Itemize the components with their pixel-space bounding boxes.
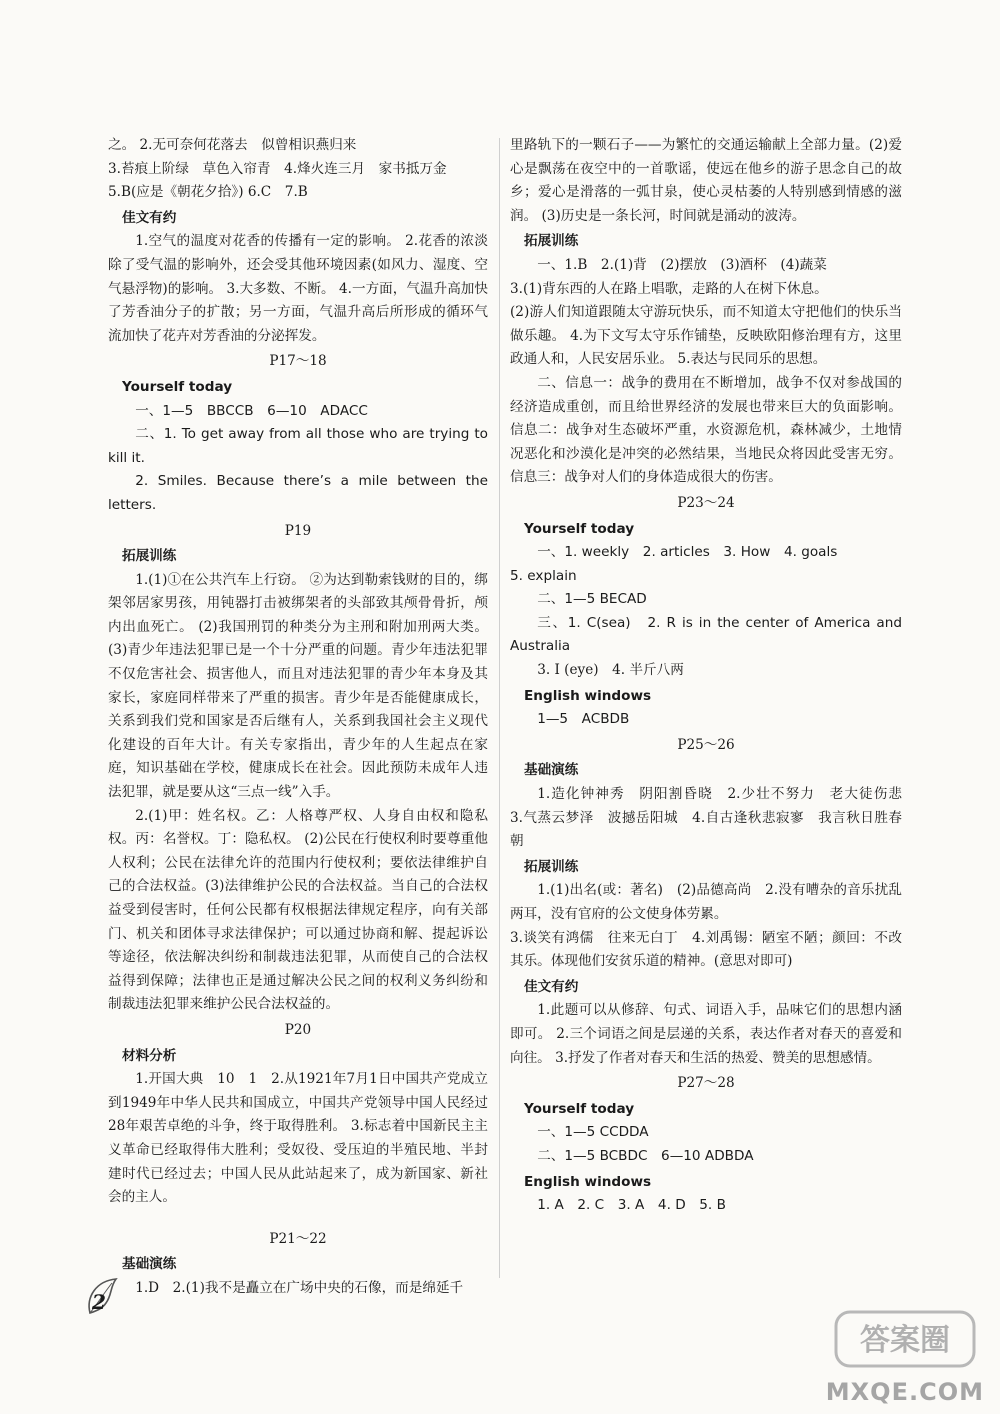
paragraph: 一、1. weekly 2. articles 3. How 4. goals bbox=[537, 544, 838, 561]
right-column bbox=[510, 134, 916, 1218]
section-heading: Yourself today bbox=[524, 520, 635, 537]
section-heading: 拓展训练 bbox=[524, 858, 579, 875]
paragraph: 3. I (eye) 4. 半斤八两 bbox=[537, 662, 684, 679]
paragraph: 1.(1)出名(或：著名) (2)品德高尚 2.没有嘈杂的音乐扰乱两耳，没有官府的公文使身体劳累。 bbox=[510, 882, 902, 922]
watermark bbox=[826, 1304, 984, 1406]
paragraph: 二、1—5 BECAD bbox=[537, 591, 647, 608]
paragraph: 二、1. To get away from all those who are trying to kill it. bbox=[108, 426, 488, 466]
section-heading: 基础演练 bbox=[524, 762, 579, 779]
paragraph: 5. explain bbox=[510, 567, 577, 584]
section-heading: 拓展训练 bbox=[122, 548, 177, 565]
paragraph: 之。 2.无可奈何花落去 似曾相识燕归来 bbox=[108, 137, 357, 153]
paragraph: 3.谈笑有鸿儒 往来无白丁 4.刘禹锡：陋室不陋；颜回：不改其乐。体现他们安贫乐道的精神。(意思对即可) bbox=[510, 929, 902, 970]
paragraph: 二、信息一：战争的费用在不断增加，战争不仅对参战国的经济造成重创，而且给世界经济的发展也带来巨大的负面影响。信息二：战争对生态破坏严重，水资源危机，森林减少，土地情况恶化和沙漠化是冲突的必然结果，当地民众将因此受害无穷。信息三：战争对人们的身体造成很大的伤害。 bbox=[510, 374, 902, 486]
section-heading: English windows bbox=[524, 1173, 652, 1190]
paragraph: 1. A 2. C 3. A 4. D 5. B bbox=[537, 1197, 726, 1214]
paragraph: 1.造化钟神秀 阴阳割昏晓 2.少壮不努力 老大徒伤悲 3.气蒸云梦泽 波撼岳阳城 4.自古逢秋悲寂寥 我言秋日胜春朝 bbox=[510, 786, 916, 850]
paragraph: 1.D 2.(1)我不是矗立在广场中央的石像，而是绵延千 bbox=[135, 1279, 464, 1296]
paragraph: (2)游人们知道跟随太守游玩快乐，而不知道太守把他们的快乐当做乐趣。 4.为下文写太守乐作铺垫，反映欧阳修治理有方，这里政通人和，人民安居乐业。 5.表达与民同乐的思想。 bbox=[510, 304, 902, 368]
svg-text:答案圈: 答案圈 bbox=[859, 1323, 950, 1358]
paragraph: 里路轨下的一颗石子——为繁忙的交通运输献上全部力量。(2)爱心是飘荡在夜空中的一首歌谣，使远在他乡的游子思念自己的故乡；爱心是滑落的一弧甘泉，使心灵枯萎的人特别感到情感的滋润。 (3)历史是一条长河，时间就是涌动的波涛。 bbox=[510, 137, 902, 224]
paragraph: 2. Smiles. Because there’s a mile between the letters. bbox=[108, 473, 488, 513]
section-heading: Yourself today bbox=[524, 1100, 635, 1117]
section-heading: 基础演练 bbox=[122, 1256, 177, 1273]
page-range-label: P19 bbox=[284, 522, 312, 539]
page-range-label: P23～24 bbox=[677, 494, 735, 511]
paragraph: 1.(1)①在公共汽车上行窃。 ②为达到勒索钱财的目的，绑架邻居家男孩，用钝器打击被绑架者的头部致其颅骨骨折，颅内出血死亡。 (2)我国刑罚的种类分为主刑和附加刑两大类。 (3)青少年违法犯罪已是一个十分严重的问题。青少年违法犯罪不仅危害社会、损害他人，而且对违法犯罪的青少年本身及其家长，家庭同样带来了严重的损害。青少年是否能健康成长，关系到我们党和国家是否后继有人，关系到我国社会主义现代化建设的百年大计。有关专家指出，青少年的人生起点在家庭，知识基础在学校，健康成长在社会。因此预防未成年人违法犯罪，就是要从这“三点一线”入手。 bbox=[108, 571, 488, 801]
paragraph: 一、1.B 2.(1)背 (2)摆放 (3)酒杯 (4)蔬菜 bbox=[537, 256, 827, 273]
page-range-label: P27～28 bbox=[677, 1075, 735, 1092]
paragraph: 3.苔痕上阶绿 草色入帘青 4.烽火连三月 家书抵万金 bbox=[108, 160, 447, 177]
section-heading: English windows bbox=[524, 687, 652, 704]
left-column bbox=[108, 134, 488, 1301]
section-heading: 材料分析 bbox=[122, 1047, 177, 1064]
section-heading: 佳文有约 bbox=[122, 209, 177, 226]
page-range-label: P17～18 bbox=[269, 353, 327, 370]
page-range-label: P21～22 bbox=[269, 1230, 327, 1247]
column-divider bbox=[499, 138, 500, 1278]
page-number: 2 bbox=[92, 1290, 106, 1314]
watermark-site: MXQE.COM bbox=[825, 1378, 984, 1406]
paragraph: 2.(1)甲：姓名权。乙：人格尊严权、人身自由权和隐私权。丙：名誉权。丁：隐私权。 (2)公民在行使权利时要尊重他人权利；公民在法律允许的范围内行使权利；要依法律维护自己的合法权益。(3)法律维护公民的合法权益。当自己的合法权益受到侵害时，任何公民都有权根据法律规定程序，向有关部门、机关和团体寻求法律保护；可以通过协商和解、提起诉讼等途径，依法解决纠纷和制裁违法犯罪，从而使自己的合法权益得到保障；法律也正是通过解决公民之间的权利义务纠纷和制裁违法犯罪来维护公民合法权益的。 bbox=[108, 807, 488, 1013]
section-heading: Yourself today bbox=[122, 378, 233, 395]
paragraph: 5.B(应是《朝花夕拾》) 6.C 7.B bbox=[108, 184, 308, 201]
paragraph: 三、1. C(sea) 2. R is in the center of America and Australia bbox=[510, 614, 902, 655]
paragraph: 一、1—5 CCDDA bbox=[537, 1124, 649, 1141]
paragraph: 一、1—5 BBCCB 6—10 ADACC bbox=[135, 402, 368, 419]
watermark-logo-icon bbox=[830, 1304, 980, 1374]
paragraph: 二、1—5 BCBDC 6—10 ADBDA bbox=[537, 1147, 754, 1164]
paragraph: 1.此题可以从修辞、句式、词语入手，品味它们的思想内涵即可。 2.三个词语之间是层递的关系，表达作者对春天的喜爱和向往。 3.抒发了作者对春天和生活的热爱、赞美的思想感情。 bbox=[510, 1002, 902, 1066]
paragraph: 3.(1)背东西的人在路上唱歌，走路的人在树下休息。 bbox=[510, 280, 828, 297]
paragraph: 1—5 ACBDB bbox=[537, 711, 630, 728]
page-range-label: P20 bbox=[284, 1021, 312, 1038]
section-heading: 佳文有约 bbox=[524, 978, 579, 995]
section-heading: 拓展训练 bbox=[524, 233, 579, 250]
paragraph: 1.开国大典 10 1 2.从1921年7月1日中国共产党成立到1949年中华人民共和国成立，中国共产党领导中国人民经过28年艰苦卓绝的斗争，终于取得胜利。 3.标志着中国新民主主义革命已经取得伟大胜利；受奴役、受压迫的半殖民地、半封建时代已经过去；中国人民从此站起来了，成为新国家、新社会的主人。 bbox=[108, 1071, 488, 1206]
page-ornament-icon bbox=[82, 1275, 134, 1319]
page-range-label: P25～26 bbox=[677, 736, 735, 753]
paragraph: 1.空气的温度对花香的传播有一定的影响。 2.花香的浓淡除了受气温的影响外，还会受其他环境因素(如风力、湿度、空气悬浮物)的影响。 3.大多数、不断。 4.一方面，气温升高加快了芳香油分子的扩散；另一方面，气温升高后所形成的循环气流加快了花卉对芳香油的分泌挥发。 bbox=[108, 233, 488, 344]
